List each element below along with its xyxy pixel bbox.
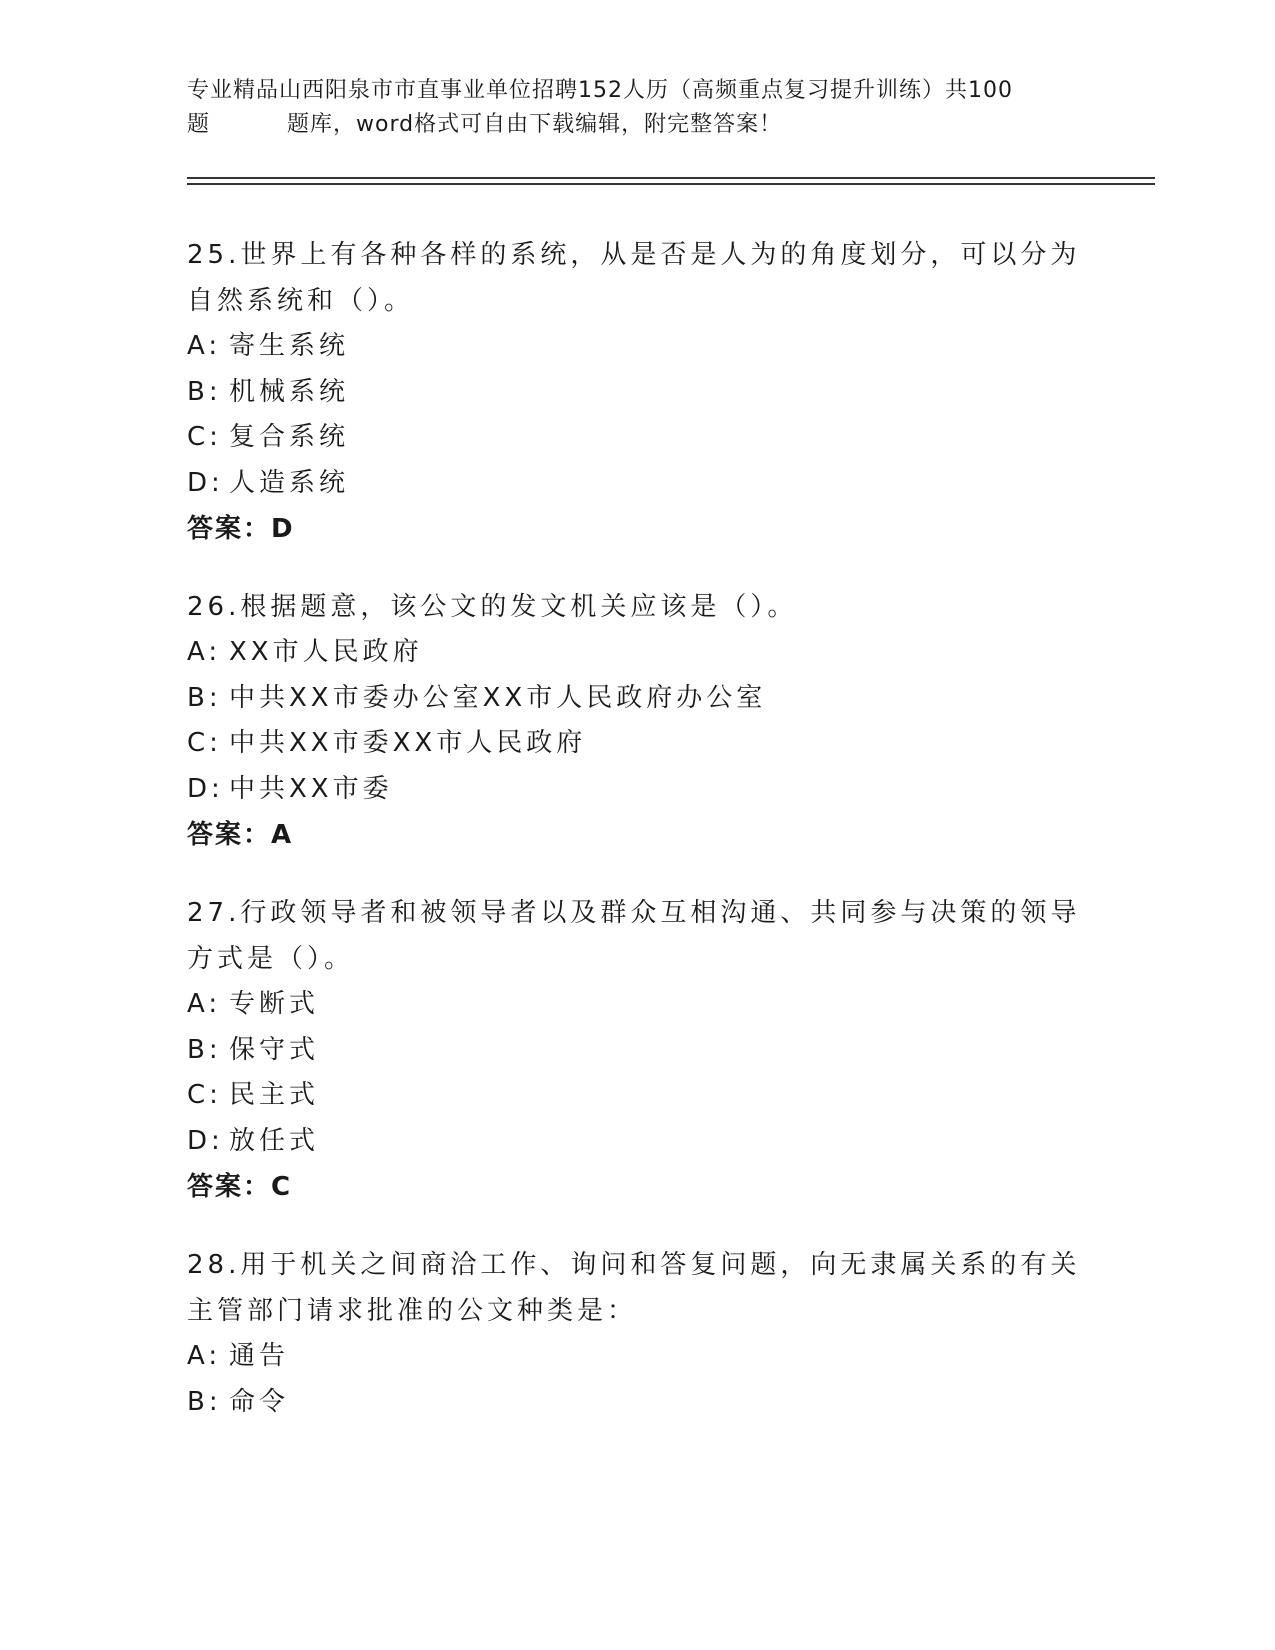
question-stem: 26.根据题意，该公文的发文机关应该是（）。 (187, 592, 798, 622)
option-b (187, 1380, 1087, 1426)
answer: 答案：D (187, 514, 295, 544)
option-b (187, 1028, 1087, 1074)
option-text: XX市人民政府 (229, 637, 423, 667)
option-d (187, 461, 1087, 507)
header-title-line1: 专业精品山西阳泉市市直事业单位招聘152人历（高频重点复习提升训练）共100 (187, 78, 1013, 103)
option-d (187, 767, 1087, 813)
option-text: 人造系统 (229, 467, 350, 498)
question-stem: 25.世界上有各种各样的系统，从是否是人为的角度划分，可以分为自然系统和（）。 (187, 240, 1081, 316)
option-c (187, 1073, 1087, 1119)
header-line2-left: 题 (187, 112, 211, 137)
option-key: B: (187, 376, 222, 407)
question-list (187, 232, 1087, 1457)
option-text: 命令 (229, 1386, 290, 1417)
option-key: D: (187, 1125, 224, 1156)
option-key: B: (187, 1034, 222, 1065)
option-text: 中共XX市委办公室XX市人民政府办公室 (229, 682, 767, 713)
option-text: 中共XX市委XX市人民政府 (229, 728, 587, 758)
header-line2-right: 题库，word格式可自由下载编辑，附完整答案！ (287, 112, 783, 137)
option-key: C: (187, 422, 222, 452)
option-key: A: (187, 637, 222, 667)
option-key: B: (187, 682, 222, 713)
header-divider-bottom (187, 183, 1155, 185)
option-d (187, 1119, 1087, 1165)
option-text: 中共XX市委 (229, 773, 393, 804)
option-key: A: (187, 1341, 222, 1371)
option-b (187, 676, 1087, 722)
option-text: 放任式 (229, 1125, 320, 1156)
option-text: 复合系统 (229, 422, 350, 452)
option-a (187, 982, 1087, 1028)
option-key: A: (187, 989, 222, 1019)
option-c (187, 415, 1087, 461)
option-text: 保守式 (229, 1034, 320, 1065)
option-b (187, 370, 1087, 416)
header-title-line2 (187, 108, 1087, 142)
answer: 答案：C (187, 1172, 293, 1202)
option-key: C: (187, 728, 222, 758)
option-text: 通告 (229, 1341, 290, 1371)
option-key: C: (187, 1080, 222, 1110)
option-a (187, 324, 1087, 370)
option-key: D: (187, 467, 224, 498)
option-key: D: (187, 773, 224, 804)
question-stem: 28.用于机关之间商洽工作、询问和答复问题，向无隶属关系的有关主管部门请求批准的公文种类是： (187, 1250, 1081, 1326)
document-header (187, 74, 1087, 142)
question-25 (187, 232, 1087, 552)
option-a (187, 1334, 1087, 1380)
option-text: 寄生系统 (229, 331, 350, 361)
option-key: A: (187, 331, 222, 361)
question-stem: 27.行政领导者和被领导者以及群众互相沟通、共同参与决策的领导方式是（）。 (187, 898, 1081, 974)
question-27 (187, 890, 1087, 1210)
option-a (187, 630, 1087, 676)
option-text: 民主式 (229, 1080, 320, 1110)
option-c (187, 721, 1087, 767)
option-text: 机械系统 (229, 376, 350, 407)
option-key: B: (187, 1386, 222, 1417)
question-26 (187, 584, 1087, 858)
answer: 答案：A (187, 820, 294, 850)
question-28 (187, 1242, 1087, 1425)
header-divider-top (187, 177, 1155, 179)
option-text: 专断式 (229, 989, 320, 1019)
